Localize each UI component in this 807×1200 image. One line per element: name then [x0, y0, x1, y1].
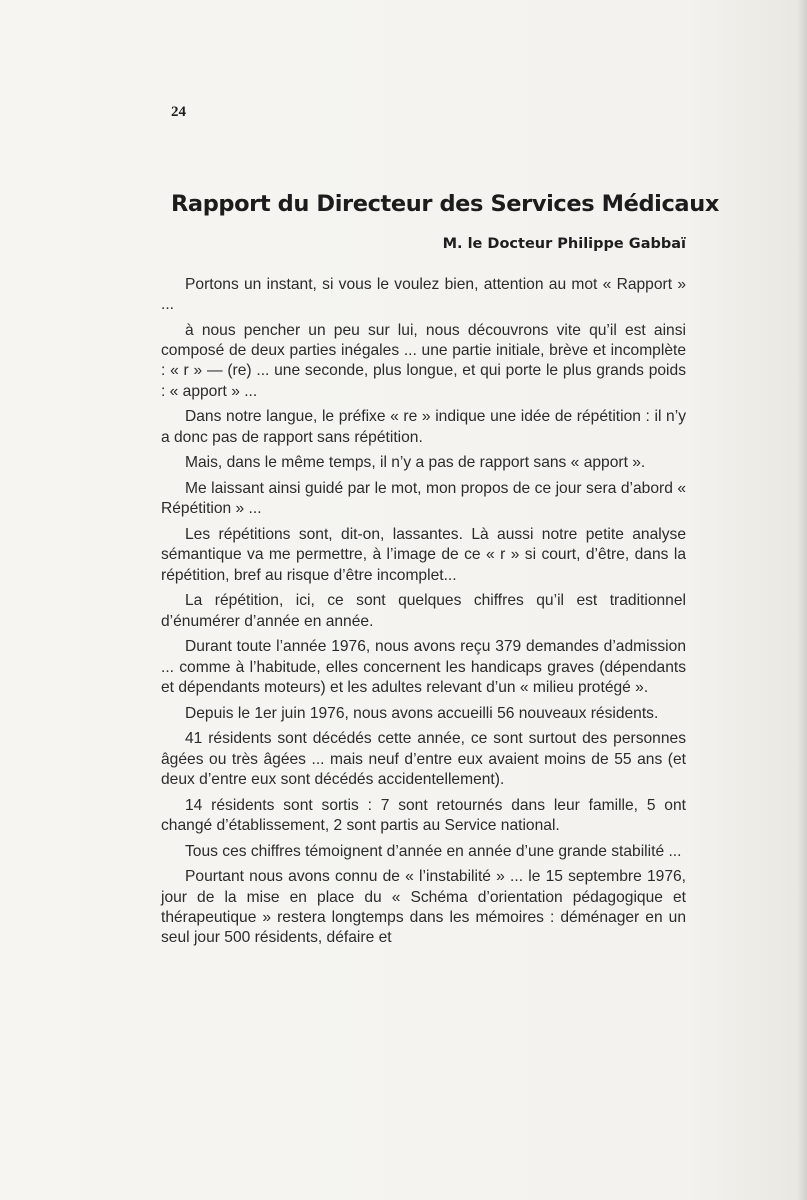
paragraph: 41 résidents sont décédés cette année, ce sont surtout des personnes âgées ou très âgées ... mais neuf d’entre eux avaient moins de 55 ans (et deux d’entre eux sont décédés accidentellement).: [161, 730, 686, 788]
report-author: M. le Docteur Philippe Gabbaï: [442, 236, 686, 252]
paragraph: Depuis le 1er juin 1976, nous avons accueilli 56 nouveaux résidents.: [185, 704, 659, 722]
page-edge-shadow: [797, 0, 807, 1200]
paragraph: Tous ces chiffres témoignent d’année en année d’une grande stabilité ...: [185, 842, 682, 860]
page-number: 24: [171, 104, 186, 120]
report-body: [161, 275, 686, 954]
paragraph: 14 résidents sont sortis : 7 sont retournés dans leur famille, 5 ont changé d’établissement, 2 sont partis au Service national.: [161, 796, 686, 834]
report-title: Rapport du Directeur des Services Médicaux: [171, 191, 719, 217]
paragraph: Pourtant nous avons connu de « l’instabilité » ... le 15 septembre 1976, jour de la mise en place du « Schéma d’orientation pédagogique et thérapeutique » restera longtemps dans les mémoires : déménager en un seul jour 500 résidents, défaire et: [161, 868, 686, 947]
paragraph: Durant toute l’année 1976, nous avons reçu 379 demandes d’admission ... comme à l’habitude, elles concernent les handicaps graves (dépendants et dépendants moteurs) et les adultes relevant d’un « milieu protégé ».: [161, 638, 686, 696]
paragraph: Dans notre langue, le préfixe « re » indique une idée de répétition : il n’y a donc pas de rapport sans répétition.: [161, 408, 686, 446]
paragraph: à nous pencher un peu sur lui, nous découvrons vite qu’il est ainsi composé de deux parties inégales ... une partie initiale, brève et incomplète : « r » — (re) ... une seconde, plus longue, et qui porte le plus grands poids : « apport » ...: [161, 322, 686, 400]
paragraph: Les répétitions sont, dit-on, lassantes. Là aussi notre petite analyse sémantique va me permettre, à l’image de ce « r » si court, d’être, dans la répétition, bref au risque d’être incomplet...: [161, 526, 686, 584]
paragraph: Mais, dans le même temps, il n’y a pas de rapport sans « apport ».: [185, 454, 646, 472]
paragraph: Me laissant ainsi guidé par le mot, mon propos de ce jour sera d’abord « Répétition » ...: [161, 480, 686, 518]
paragraph: La répétition, ici, ce sont quelques chiffres qu’il est traditionnel d’énumérer d’année en année.: [161, 592, 686, 630]
paragraph: Portons un instant, si vous le voulez bien, attention au mot « Rapport » ...: [161, 276, 686, 314]
